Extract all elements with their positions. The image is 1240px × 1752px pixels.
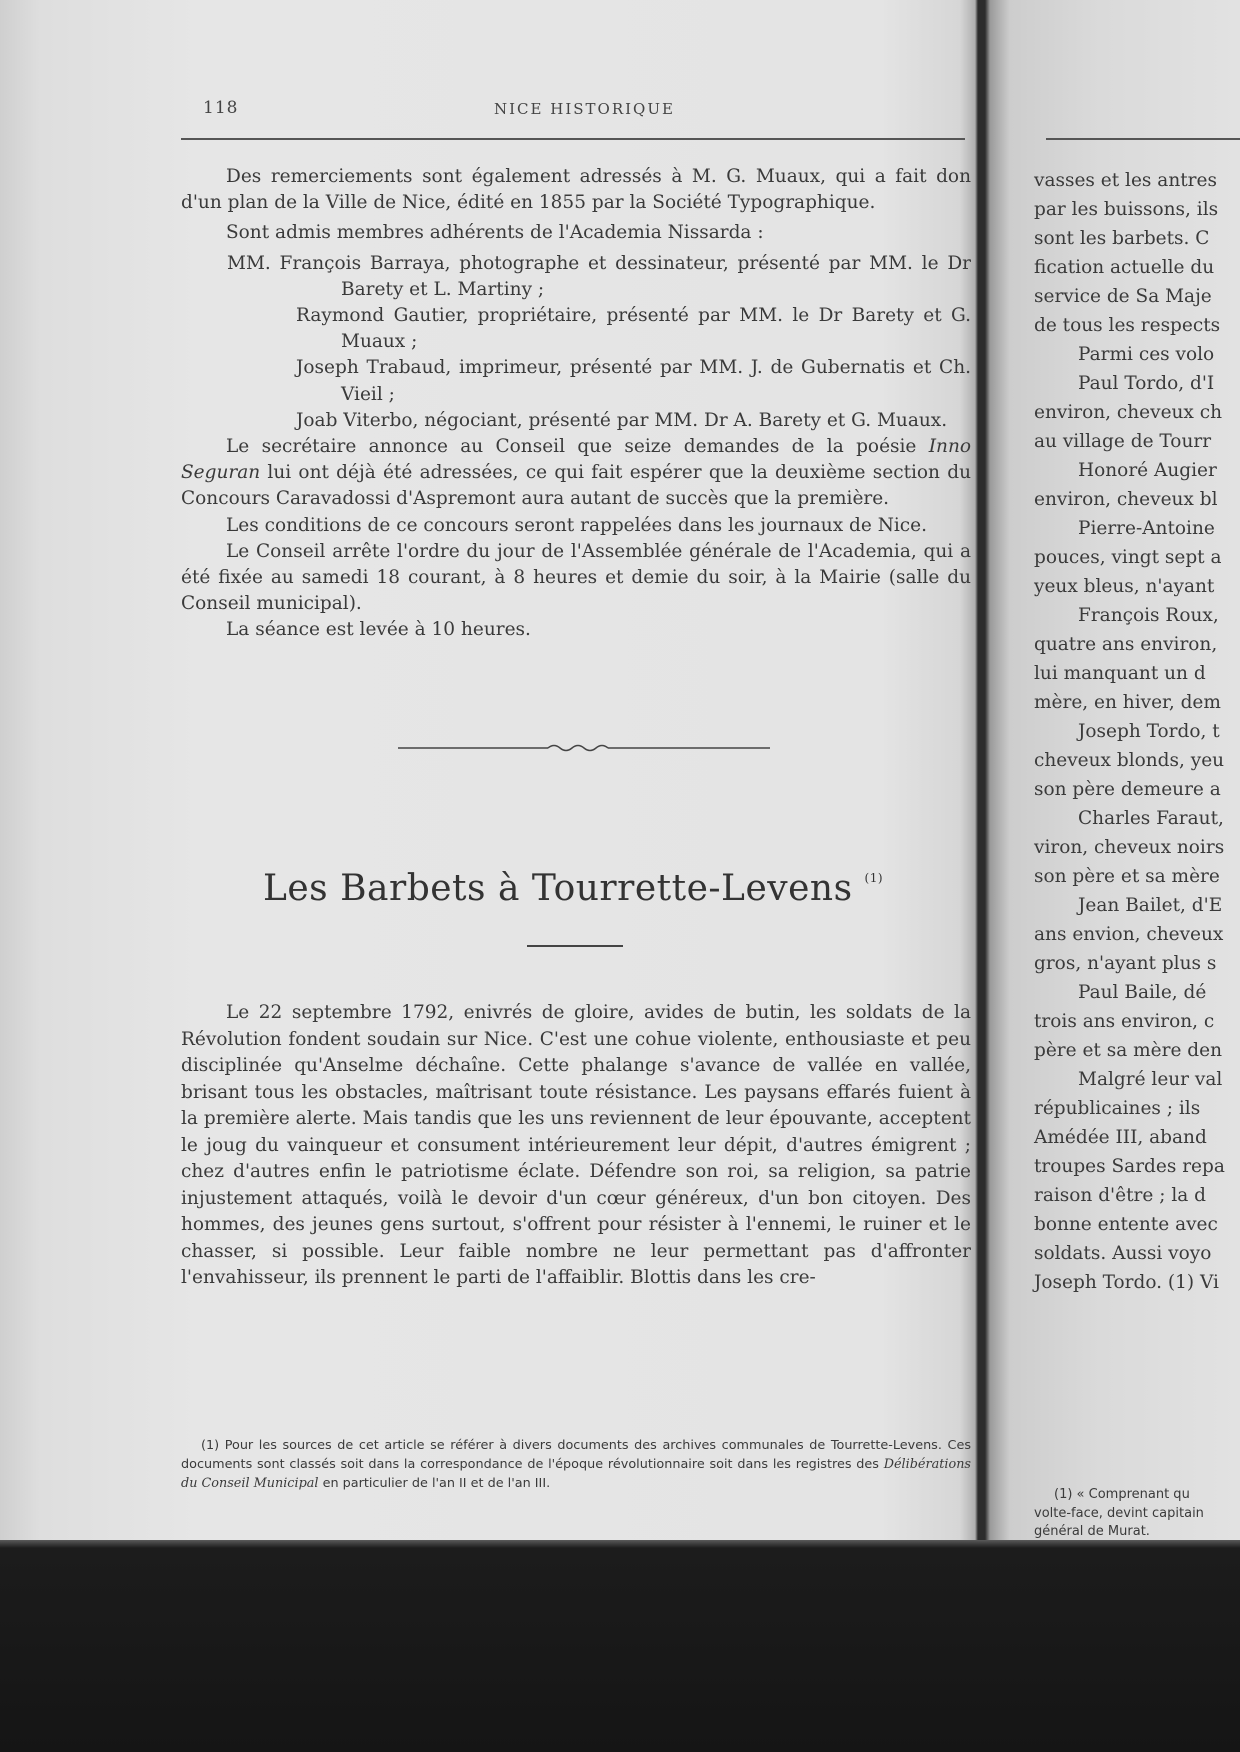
right-page-line: sont les barbets. C — [1034, 228, 1210, 249]
right-page-line: François Roux, — [1078, 605, 1219, 626]
right-page-line: viron, cheveux noirs — [1034, 837, 1225, 858]
article-text — [181, 1000, 971, 1292]
right-page-line: par les buissons, ils — [1034, 199, 1219, 220]
article-paragraph: Le 22 septembre 1792, enivrés de gloire, avides de butin, les soldats de la Révolution fondent soudain sur Nice. C'est une cohue violente, enthousiaste et peu disciplinée qu'Anselme déchaîne. Cette phalange s'avance de vallée en vallée, brisant tous les obstacles, maîtrisant toute résistance. Les paysans effarés fuient à la première alerte. Mais tandis que les uns reviennent de leur épouvante, acceptent le joug du vainqueur et consument intérieurement leur dépit, d'autres émigrent ; chez d'autres enfin le patriotisme éclate. Défendre son roi, sa religion, sa patrie injustement attaqués, voilà le devoir d'un cœur généreux, d'un bon citoyen. Des hommes, des jeunes gens surtout, s'offrent pour résister à l'ennemi, le ruiner et le chasser, si possible. Leur faible nombre ne leur permettant pas d'affronter l'envahisseur, ils prennent le parti de l'affaiblir. Blottis dans les cre- — [181, 1002, 971, 1288]
right-page-line: trois ans environ, c — [1034, 1011, 1215, 1032]
poem-title: Inno Seguran — [181, 436, 971, 484]
right-page-line: son père et sa mère — [1034, 866, 1220, 887]
right-page-line: cheveux blonds, yeu — [1034, 750, 1225, 771]
scanner-bed-edge — [0, 1540, 1240, 1752]
right-page-line: vasses et les antres — [1034, 170, 1217, 191]
intro-paragraph: Des remerciements sont également adressés à M. G. Muaux, qui a fait don d'un plan de la Ville de Nice, édité en 1855 par la Société Typographique. — [181, 166, 971, 214]
right-page-line: Paul Baile, dé — [1078, 982, 1207, 1003]
right-footnote-line: volte-face, devint capitain — [1034, 1505, 1204, 1521]
right-page-line: père et sa mère den — [1034, 1040, 1222, 1061]
right-page-line: Jean Bailet, d'E — [1078, 895, 1223, 916]
right-header-rule — [1046, 138, 1240, 140]
right-page-line: raison d'être ; la d — [1034, 1185, 1206, 1206]
right-page-line: Honoré Augier — [1078, 460, 1217, 481]
member-entry: Joab Viterbo, négociant, présenté par MM. Dr A. Barety et G. Muaux. — [296, 409, 948, 431]
right-page-line: son père demeure a — [1034, 779, 1221, 800]
secretary-text-a: Le secrétaire annonce au Conseil que seize demandes de la poésie — [226, 436, 929, 458]
right-page-line: quatre ans environ, — [1034, 634, 1218, 655]
right-page-line: Amédée III, aband — [1034, 1127, 1207, 1148]
right-page-line: troupes Sardes repa — [1034, 1156, 1225, 1177]
right-page-text — [1034, 166, 1240, 1297]
right-page-line: yeux bleus, n'ayant — [1034, 576, 1215, 597]
right-page-footnote — [1034, 1486, 1240, 1540]
minutes-text — [181, 164, 971, 644]
right-page-line: Joseph Tordo. (1) Vi — [1034, 1272, 1219, 1293]
right-page-line: mère, en hiver, dem — [1034, 692, 1221, 713]
member-entry: Raymond Gautier, propriétaire, présenté par MM. le Dr Barety et G. Muaux ; — [296, 305, 971, 353]
footnote-italic: Délibérations du Conseil Municipal — [181, 1457, 971, 1491]
right-page-line: Joseph Tordo, t — [1078, 721, 1220, 742]
right-page — [990, 0, 1240, 1540]
secretary-text-b: lui ont déjà été adressées, ce qui fait espérer que la deuxième section du Concours Caravadossi d'Aspremont aura autant de succès que la première. — [181, 462, 971, 510]
right-footnote-line: (1) « Comprenant qu — [1054, 1487, 1190, 1502]
header-rule — [181, 138, 965, 140]
right-page-line: pouces, vingt sept a — [1034, 547, 1222, 568]
article-title-note: (1) — [864, 871, 884, 885]
admitted-heading: Sont admis membres adhérents de l'Academia Nissarda : — [226, 222, 764, 244]
member-entry: Joseph Trabaud, imprimeur, présenté par MM. J. de Gubernatis et Ch. Vieil ; — [296, 357, 971, 405]
right-page-line: environ, cheveux bl — [1034, 489, 1218, 510]
right-page-line: fication actuelle du — [1034, 257, 1215, 278]
title-rule — [527, 945, 623, 947]
right-page-line: service de Sa Maje — [1034, 286, 1212, 307]
footnote — [181, 1436, 971, 1493]
journal-title: NICE HISTORIQUE — [494, 100, 675, 118]
right-page-line: Pierre-Antoine — [1078, 518, 1215, 539]
right-page-line: Parmi ces volo — [1078, 344, 1215, 365]
footnote-text-a: (1) Pour les sources de cet article se référer à divers documents des archives communales de Tourrette-Levens. Ces documents sont classés soit dans la correspondance de l'époque révolutionnaire soit dans les registres des — [181, 1438, 971, 1472]
secretary-paragraph — [181, 434, 971, 513]
right-page-line: au village de Tourr — [1034, 431, 1212, 452]
right-footnote-line: général de Murat. — [1034, 1524, 1150, 1539]
conditions-paragraph: Les conditions de ce concours seront rappelées dans les journaux de Nice. — [226, 514, 927, 536]
footnote-text-b: en particulier de l'an II et de l'an III. — [318, 1476, 551, 1491]
right-page-line: gros, n'ayant plus s — [1034, 953, 1217, 974]
footnote-paragraph — [181, 1436, 971, 1493]
member-entry: MM. François Barraya, photographe et dessinateur, présenté par MM. le Dr Barety et L. Martiny ; — [227, 252, 971, 300]
right-page-line: ans envion, cheveux — [1034, 924, 1224, 945]
agenda-paragraph: Le Conseil arrête l'ordre du jour de l'Assemblée générale de l'Academia, qui a été fixée au samedi 18 courant, à 8 heures et demie du soir, à la Mairie (salle du Conseil municipal). — [181, 540, 971, 615]
right-page-line: Malgré leur val — [1078, 1069, 1223, 1090]
right-page-line: Paul Tordo, d'I — [1078, 373, 1215, 394]
right-page-line: bonne entente avec — [1034, 1214, 1218, 1235]
right-page-line: environ, cheveux ch — [1034, 402, 1223, 423]
right-page-line: soldats. Aussi voyo — [1034, 1243, 1212, 1264]
section-divider-ornament — [398, 740, 770, 756]
article-title — [181, 868, 965, 909]
right-page-line: de tous les respects — [1034, 315, 1221, 336]
closing-paragraph: La séance est levée à 10 heures. — [226, 619, 531, 641]
article-title-text: Les Barbets à Tourrette-Levens — [262, 868, 853, 909]
running-head — [0, 98, 975, 128]
page-number: 118 — [203, 98, 239, 118]
right-page-line: républicaines ; ils — [1034, 1098, 1201, 1119]
right-page-line: Charles Faraut, — [1078, 808, 1224, 829]
right-page-line: lui manquant un d — [1034, 663, 1206, 684]
